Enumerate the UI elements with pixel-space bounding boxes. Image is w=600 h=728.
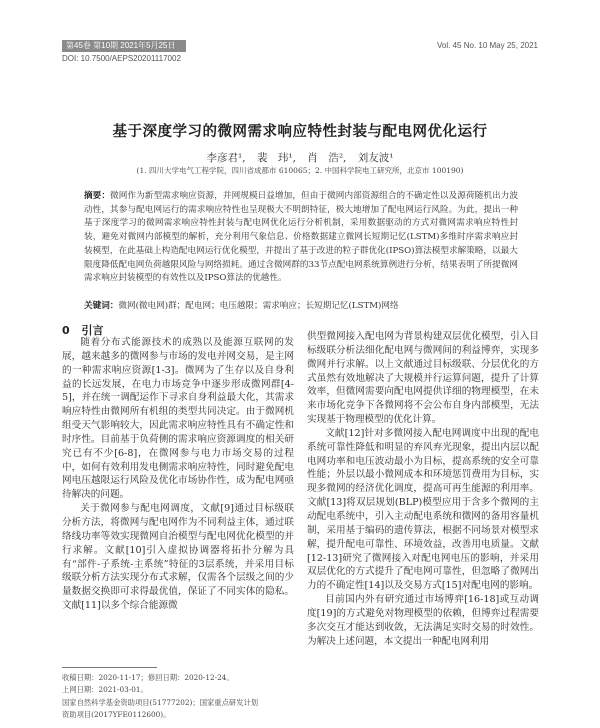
journal-issue-banner: 第45卷 第10期 2021年5月25日 — [62, 40, 186, 52]
author: 李彦君¹, — [206, 152, 246, 164]
author: 刘友波¹ — [357, 152, 394, 164]
right-column — [307, 330, 539, 648]
body-paragraph: 供型微网接入配电网为背景构建双层优化模型，引入目标级联分析法细化配电网与微网间的利益博弈，实现多微网并行求解。以上文献通过目标级联、分层优化的方式虽然有效地解决了大规模并行运算问题，提升了计算效率，但微网需要向配电网提供详细的物理模型，在未来市场化竞争下各微网将不会公布自身内部模型，无法实现基于物理模型的优化计算。 — [307, 331, 539, 426]
author-list — [62, 150, 538, 165]
doi-link[interactable]: DOI: 10.7500/AEPS20201117002 — [62, 54, 181, 63]
keywords — [84, 300, 518, 313]
author: 肖 浩², — [307, 152, 347, 164]
abstract — [84, 190, 518, 286]
footnotes — [62, 672, 294, 721]
left-column — [62, 336, 294, 613]
footnote-line: 资助项目(2017YFE0112600)。 — [62, 709, 171, 719]
abstract-text: 微网作为新型需求响应资源，并网规模日益增加，但由于微网内部资源组合的不确定性以及源荷随机出力波动性，其参与配电网运行的需求响应特性也呈现极大不明朗特征，极大地增加了配电网运行风险。为此，提出一种基于深度学习的微网需求响应特性封装与配电网优化运行分析机制，采用数据驱动的方式对微网需求响应特性封装，避免对微网内部模型的解析，充分利用气象信息、价格数据建立微网长短期记忆(LSTM)多维时序需求响应封装模型，在此基础上构造配电网运行优化模型，并提出了基于改进的粒子群优化(IPSO)算法模型求解策略，以最大限度降低配电网负荷越限风险与网络损耗。通过含微网群的33节点配电网系统算例进行分析，结果表明了所提微网需求响应封装模型的有效性以及IPSO算法的优越性。 — [84, 191, 518, 284]
section-number: 0 — [62, 324, 70, 337]
body-paragraph: 文献[12]针对多微网接入配电网调度中出现的配电系统可靠性降低和明显的弃风弃光现象，提出内层以配电网功率和电压波动最小为目标，提高系统的安全可靠性能；外层以最小微网成本和环境惩罚费用为目标，实现多微网的经济优化调度，提高可再生能源的利用率。文献[13]将双层规划(BLP)模型应用于含多个微网的主动配电系统中，引入主动配电系统和微网的备用容量机制，采用基于编码的遗传算法，根据不同场景对模型求解，提升配电可靠性、环境效益，改善用电质量。文献[12-13]研究了微网接入对配电网电压的影响，并采用双层优化的方式提升了配电网可靠性，但忽略了微网出力的不确定性[14]以及交易方式[15]对配电网的影响。 — [307, 427, 539, 592]
keywords-label: 关键词： — [84, 301, 119, 311]
journal-volume-info: Vol. 45 No. 10 May 25, 2021 — [437, 41, 538, 50]
footnote-divider — [62, 667, 157, 668]
body-paragraph: 关于微网参与配电网调度，文献[9]通过目标级联分析方法，将微网与配电网作为不同利益主体，通过联络线功率等效实现微网自治模型与配电网优化模型的并行求解。文献[10]引入虚拟协调器将拓扑分解为具有“部件-子系统-主系统”特征的3层系统，并采用目标级联分析方法实现分布式求解，仅需各个层级之间的少量数据交换即可求得最优值，保证了不同实体的隐私。文献[11]以多个综合能源微 — [62, 503, 294, 612]
paper-title: 基于深度学习的微网需求响应特性封装与配电网优化运行 — [112, 124, 488, 140]
footnote-line: 国家自然科学基金资助项目(51777202)；国家重点研发计划 — [62, 697, 259, 707]
keywords-text: 微网(微电网)群；配电网；电压越限；需求响应；长短期记忆(LSTM)网络 — [118, 301, 399, 311]
footnote-line: 上网日期：2021-03-01。 — [62, 685, 148, 695]
author-affiliations: (1. 四川大学电气工程学院，四川省成都市 610065；2. 中国科学院电工研究所，北京市 100190) — [136, 166, 464, 175]
author: 裴 玮¹, — [256, 152, 296, 164]
abstract-label: 摘要： — [84, 191, 111, 201]
footnote-line: 收稿日期：2020-11-17；修回日期：2020-12-24。 — [62, 673, 234, 682]
body-paragraph: 目前国内外有研究通过市场博弈[16-18]或互动调度[19]的方式避免对物理模型的依赖，但博弈过程需要多次交互才能达到收敛，无法满足实时交易的时效性。为解决上述问题，本文提出一种配电网利用 — [307, 594, 539, 647]
section-title: 引言 — [81, 324, 104, 337]
body-paragraph: 随着分布式能源技术的成熟以及能源互联网的发展，越来越多的微网参与市场的发电并网交易，是主网的一种需求响应资源[1-3]。微网为了生存以及自身利益的长远发展，在电力市场竞争中逐步形成微网群[4-5]，并在统一调配运作下寻求自身利益最大化，其需求响应特性由微网所有机组的类型共同决定。由于微网机组受天气影响较大，因此需求响应特性具有不确定性和时序性。目前基于负荷侧的需求响应资源调度的相关研究已有不少[6-8]，在微网参与电力市场交易的过程中，如何有效利用发电侧需求响应特性，同时避免配电网电压越限运行风险及优化市场协作性，成为配电网亟待解决的问题。 — [62, 337, 294, 501]
